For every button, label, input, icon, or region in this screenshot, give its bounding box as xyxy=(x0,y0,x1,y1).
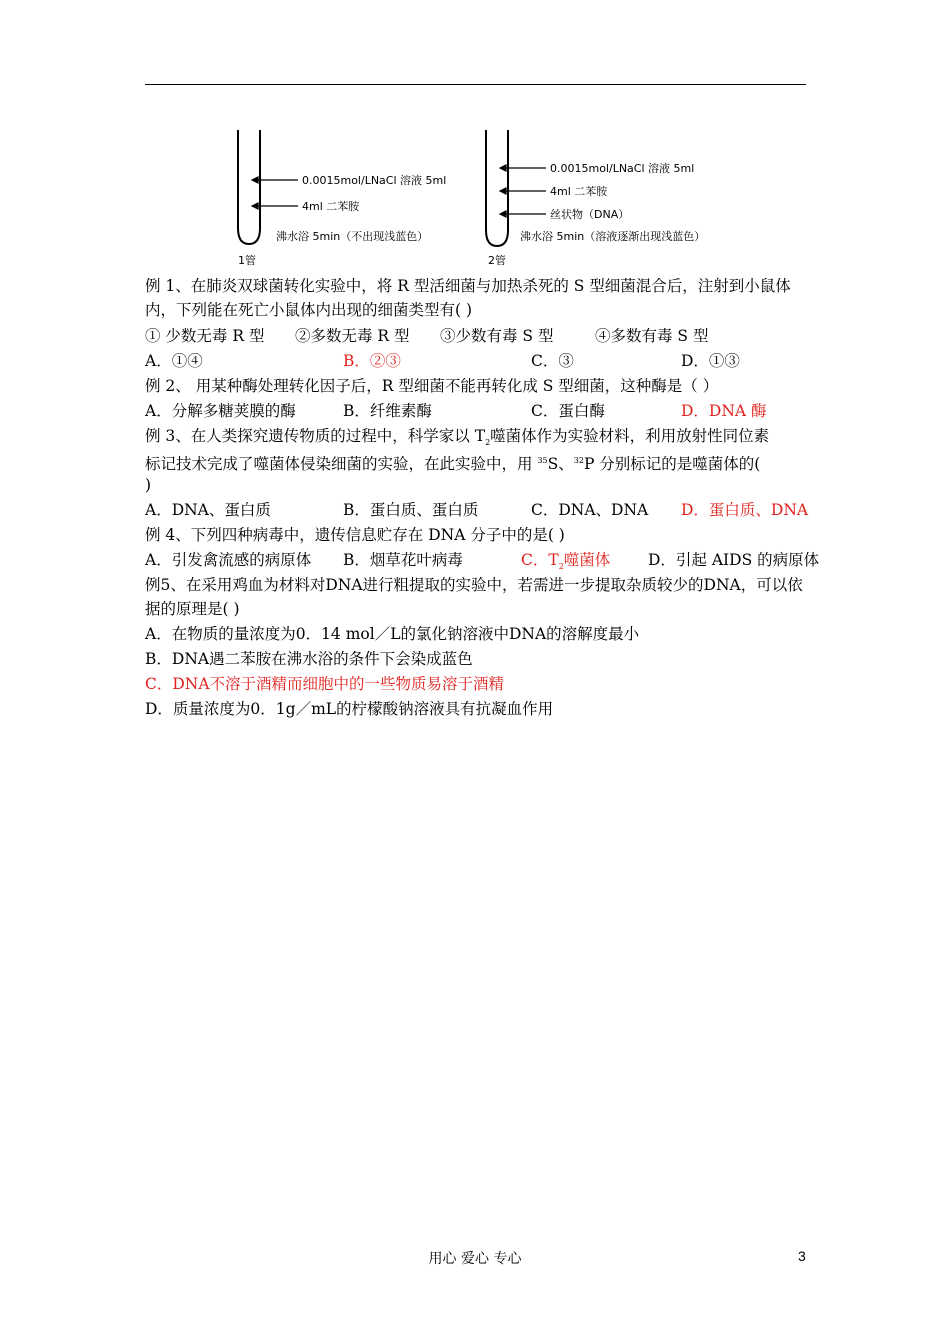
q1-item-4: ④多数有毒 S 型 xyxy=(595,327,709,345)
q4-option-d: D．引起 AIDS 的病原体 xyxy=(648,551,820,569)
tube2-label1: 0.0015mol/LNaCl 溶液 5ml xyxy=(550,162,695,175)
q1-item-3: ③少数有毒 S 型 xyxy=(440,327,554,345)
q3-option-c: C．DNA、DNA xyxy=(531,501,649,519)
q1-option-a: A．①④ xyxy=(145,352,203,370)
q1-option-b-answer: B．②③ xyxy=(343,352,401,370)
page-number: 3 xyxy=(798,1248,806,1264)
tube2-label2: 4ml 二苯胺 xyxy=(550,185,608,198)
q2-option-b: B．纤维素酶 xyxy=(343,402,432,420)
header-rule xyxy=(145,84,806,85)
q4-option-a: A．引发禽流感的病原体 xyxy=(145,551,312,569)
q4-option-c-answer: C．$T_2$噬菌体 xyxy=(521,551,611,572)
q3-stem-line2: 标记技术完成了噬菌体侵染细菌的实验，在此实验中，用 $^{35}$S、$^{32}$P 分别标记的是噬菌体的( xyxy=(145,455,761,474)
q1-option-c: C．③ xyxy=(531,352,574,370)
tube1-label2: 4ml 二苯胺 xyxy=(302,200,360,213)
q4-stem: 例 4、下列四种病毒中，遗传信息贮存在 DNA 分子中的是( ) xyxy=(145,526,565,544)
q4-option-b: B．烟草花叶病毒 xyxy=(343,551,463,569)
q2-option-c: C．蛋白酶 xyxy=(531,402,605,420)
q5-option-a: A．在物质的量浓度为0．14 mol／L的氯化钠溶液中DNA的溶解度最小 xyxy=(145,625,640,643)
q3-stem-line3: ) xyxy=(145,476,152,494)
q3-option-a: A．DNA、蛋白质 xyxy=(145,501,271,519)
q1-stem-line2: 内，下列能在死亡小鼠体内出现的细菌类型有( ) xyxy=(145,301,473,319)
q3-option-d-answer: D．蛋白质、DNA xyxy=(681,501,809,519)
page-footer: 用心 爱心 专心 xyxy=(428,1251,522,1267)
q5-stem-line2: 据的原理是( ) xyxy=(145,600,240,618)
q5-option-d: D．质量浓度为0．1g／mL的柠檬酸钠溶液具有抗凝血作用 xyxy=(145,700,554,718)
tube-1 xyxy=(238,130,260,244)
q3-option-b: B．蛋白质、蛋白质 xyxy=(343,501,479,519)
q2-option-a: A．分解多糖荚膜的酶 xyxy=(145,402,296,420)
test-tube-figure xyxy=(232,124,772,270)
q5-option-c-answer: C．DNA不溶于酒精而细胞中的一些物质易溶于酒精 xyxy=(145,675,505,693)
tube1-label1: 0.0015mol/LNaCl 溶液 5ml xyxy=(302,174,447,187)
q5-stem-line1: 例5、在采用鸡血为材料对DNA进行粗提取的实验中，若需进一步提取杂质较少的DNA，可以依 xyxy=(145,576,803,594)
q1-item-1: ① 少数无毒 R 型 xyxy=(145,327,265,345)
q3-stem-line1: 例 3、在人类探究遗传物质的过程中，科学家以 $T_2$噬菌体作为实验材料，利用放射性同位素 xyxy=(145,427,770,448)
q5-option-b: B．DNA遇二苯胺在沸水浴的条件下会染成蓝色 xyxy=(145,650,473,668)
arrows xyxy=(252,165,546,217)
tube2-name: 2管 xyxy=(488,254,506,267)
q1-option-d: D．①③ xyxy=(681,352,740,370)
q1-stem-line1: 例 1、在肺炎双球菌转化实验中，将 R 型活细菌与加热杀死的 S 型细菌混合后，注射到小鼠体 xyxy=(145,277,791,295)
q2-stem: 例 2、 用某种酶处理转化因子后，R 型细菌不能再转化成 S 型细菌，这种酶是（ ） xyxy=(145,377,719,395)
tube2-caption: 沸水浴 5min（溶液逐渐出现浅蓝色） xyxy=(520,230,706,243)
tube1-caption: 沸水浴 5min（不出现浅蓝色） xyxy=(276,230,429,243)
tube1-name: 1管 xyxy=(238,254,256,267)
q1-item-2: ②多数无毒 R 型 xyxy=(295,327,410,345)
q2-option-d-answer: D．DNA 酶 xyxy=(681,402,767,420)
tube2-label3: 丝状物（DNA） xyxy=(550,208,630,221)
